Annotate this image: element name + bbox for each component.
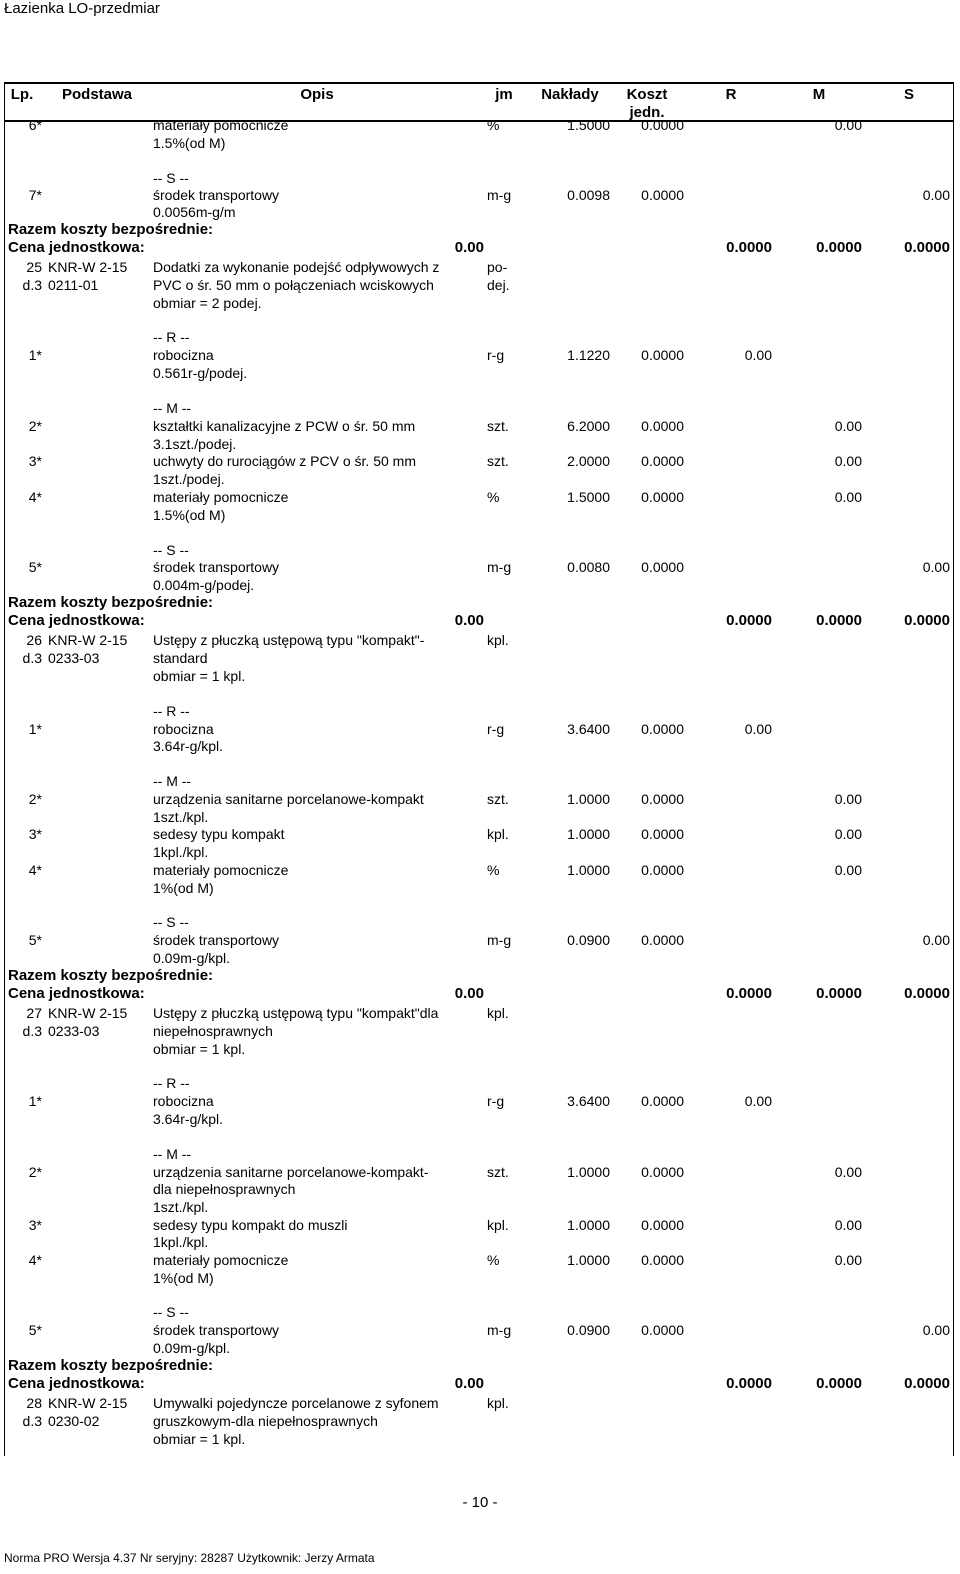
cell-lp: 1* (28, 1093, 42, 1109)
cell-opis: sedesy typu kompakt do muszli (153, 1217, 348, 1233)
header-jm: jm (495, 86, 513, 103)
cell-jm: m-g (487, 187, 512, 203)
cell-k: 0.0000 (641, 117, 684, 133)
cell-opis: materiały pomocnicze (153, 117, 289, 133)
cell-lp: 28 (26, 1395, 42, 1411)
cell-lp: 5* (28, 559, 42, 575)
cell-opis: 3.64r-g/kpl. (153, 738, 224, 754)
cell-lp: d.3 (22, 650, 42, 666)
cell-opis: standard (153, 650, 208, 666)
cell-s: 0.00 (922, 559, 950, 575)
cell-opis: -- M -- (153, 1146, 192, 1162)
cell-lp: 25 (26, 259, 42, 275)
cell-opis: -- S -- (153, 914, 189, 930)
cell-k: 0.0000 (641, 418, 684, 434)
cell-k: 0.0000 (641, 347, 684, 363)
cell-lp: 6* (28, 117, 42, 133)
cell-m: 0.00 (834, 1217, 862, 1233)
header-s: S (903, 86, 914, 103)
cell-jm: kpl. (487, 1005, 509, 1021)
cell-opis: 0.09m-g/kpl. (153, 1340, 231, 1356)
cell-razem: Razem koszty bezpośrednie: (8, 1357, 214, 1374)
cell-opis: -- M -- (153, 773, 192, 789)
cell-sv: 0.0000 (904, 985, 950, 1002)
cell-razem: Razem koszty bezpośrednie: (8, 594, 214, 611)
cell-opis: uchwyty do rurociągów z PCV o śr. 50 mm (153, 453, 416, 469)
cell-opis: Ustępy z płuczką ustępową typu "kompakt"- (153, 632, 425, 648)
cell-opis: -- M -- (153, 400, 192, 416)
cell-opis: sedesy typu kompakt (153, 826, 285, 842)
cell-lp: 2* (28, 418, 42, 434)
cell-sv: 0.0000 (904, 239, 950, 256)
cell-k: 0.0000 (641, 862, 684, 878)
cell-rv: 0.0000 (726, 1375, 772, 1392)
cell-opis: PVC o śr. 50 mm o połączeniach wciskowych (153, 277, 434, 293)
cell-lp: d.3 (22, 1413, 42, 1429)
header-r: R (725, 86, 737, 103)
cell-n: 1.0000 (567, 1252, 610, 1268)
header-podstawa: Podstawa (61, 86, 133, 103)
cell-jm: kpl. (487, 1217, 509, 1233)
cell-opis: -- S -- (153, 542, 189, 558)
cell-opis: materiały pomocnicze (153, 489, 289, 505)
cell-jm: m-g (487, 559, 512, 575)
cell-opis: robocizna (153, 1093, 214, 1109)
cell-rv: 0.0000 (726, 985, 772, 1002)
cell-opis: 0.561r-g/podej. (153, 365, 248, 381)
cell-cena: Cena jednostkowa: (8, 612, 145, 629)
cell-n: 1.0000 (567, 826, 610, 842)
cell-mv: 0.0000 (816, 1375, 862, 1392)
cell-lp: 26 (26, 632, 42, 648)
cell-opis: 1.5%(od M) (153, 135, 226, 151)
header-naklady: Nakłady (541, 86, 599, 103)
cell-jm: szt. (487, 418, 509, 434)
cell-s: 0.00 (922, 187, 950, 203)
cell-pod: KNR-W 2-15 (48, 1395, 128, 1411)
cell-jm: r-g (487, 347, 505, 363)
cell-opis: 1kpl./kpl. (153, 844, 209, 860)
cell-jm: szt. (487, 1164, 509, 1180)
cell-n: 1.0000 (567, 862, 610, 878)
cell-opis: środek transportowy (153, 187, 280, 203)
cell-mv: 0.0000 (816, 612, 862, 629)
cell-opis: obmiar = 2 podej. (153, 295, 262, 311)
cell-cv: 0.00 (454, 985, 484, 1002)
cell-n: 1.0000 (567, 1217, 610, 1233)
cell-lp: 5* (28, 932, 42, 948)
cell-n: 3.6400 (567, 721, 610, 737)
header-koszt-jedn: jedn. (629, 104, 665, 121)
cell-k: 0.0000 (641, 791, 684, 807)
cell-k: 0.0000 (641, 1252, 684, 1268)
cell-jm: m-g (487, 1322, 512, 1338)
cell-sv: 0.0000 (904, 612, 950, 629)
cell-opis: niepełnosprawnych (153, 1023, 273, 1039)
header-lp: Lp. (10, 86, 34, 103)
cell-n: 1.1220 (567, 347, 610, 363)
cell-k: 0.0000 (641, 826, 684, 842)
cell-m: 0.00 (834, 1252, 862, 1268)
cell-opis: urządzenia sanitarne porcelanowe-kompakt- (153, 1164, 429, 1180)
cell-opis: 1szt./kpl. (153, 1199, 209, 1215)
cell-opis: środek transportowy (153, 559, 280, 575)
footer-credits: Norma PRO Wersja 4.37 Nr seryjny: 28287 Użytkownik: Jerzy Armata (4, 1551, 375, 1565)
cell-opis: materiały pomocnicze (153, 1252, 289, 1268)
cell-opis: 1kpl./kpl. (153, 1234, 209, 1250)
cell-jm: % (487, 1252, 500, 1268)
header-koszt: Koszt (626, 86, 668, 103)
cell-m: 0.00 (834, 826, 862, 842)
cell-lp: d.3 (22, 277, 42, 293)
cell-s: 0.00 (922, 932, 950, 948)
cell-opis: 1szt./podej. (153, 471, 225, 487)
cell-lp: 4* (28, 862, 42, 878)
cell-opis: środek transportowy (153, 932, 280, 948)
cell-jm: kpl. (487, 1395, 509, 1411)
cell-cena: Cena jednostkowa: (8, 1375, 145, 1392)
cell-k: 0.0000 (641, 1093, 684, 1109)
cell-opis: Ustępy z płuczką ustępową typu "kompakt"dla (153, 1005, 439, 1021)
cell-opis: urządzenia sanitarne porcelanowe-kompakt (153, 791, 424, 807)
cell-opis: dla niepełnosprawnych (153, 1181, 296, 1197)
cell-k: 0.0000 (641, 1217, 684, 1233)
cell-m: 0.00 (834, 1164, 862, 1180)
header-top-rule (4, 82, 954, 84)
header-opis: Opis (300, 86, 334, 103)
cell-opis: obmiar = 1 kpl. (153, 668, 246, 684)
cell-opis: 1.5%(od M) (153, 507, 226, 523)
cell-opis: -- R -- (153, 1075, 190, 1091)
cell-k: 0.0000 (641, 453, 684, 469)
cell-jm: % (487, 117, 500, 133)
cell-opis: 3.64r-g/kpl. (153, 1111, 224, 1127)
cell-lp: 3* (28, 1217, 42, 1233)
header-m: M (812, 86, 826, 103)
cell-m: 0.00 (834, 453, 862, 469)
cell-pod: 0230-02 (48, 1413, 100, 1429)
cell-opis: 1%(od M) (153, 1270, 214, 1286)
cell-jm: m-g (487, 932, 512, 948)
cell-pod: 0233-03 (48, 650, 100, 666)
cell-r: 0.00 (744, 1093, 772, 1109)
cell-cena: Cena jednostkowa: (8, 985, 145, 1002)
cell-razem: Razem koszty bezpośrednie: (8, 967, 214, 984)
cell-jm: dej. (487, 277, 510, 293)
cell-opis: 3.1szt./podej. (153, 436, 237, 452)
cell-lp: 27 (26, 1005, 42, 1021)
cell-s: 0.00 (922, 1322, 950, 1338)
cell-n: 1.0000 (567, 791, 610, 807)
cell-lp: 4* (28, 1252, 42, 1268)
cell-m: 0.00 (834, 862, 862, 878)
cell-lp: 3* (28, 826, 42, 842)
cell-n: 0.0900 (567, 1322, 610, 1338)
cell-n: 1.5000 (567, 117, 610, 133)
cell-mv: 0.0000 (816, 239, 862, 256)
cell-jm: % (487, 489, 500, 505)
cell-jm: % (487, 862, 500, 878)
cell-pod: KNR-W 2-15 (48, 259, 128, 275)
cell-opis: gruszkowym-dla niepełnosprawnych (153, 1413, 378, 1429)
cell-m: 0.00 (834, 791, 862, 807)
cell-n: 1.0000 (567, 1164, 610, 1180)
cell-lp: 7* (28, 187, 42, 203)
cell-lp: 4* (28, 489, 42, 505)
cell-k: 0.0000 (641, 1322, 684, 1338)
cell-r: 0.00 (744, 347, 772, 363)
cell-lp: 5* (28, 1322, 42, 1338)
cell-opis: robocizna (153, 721, 214, 737)
cell-lp: 2* (28, 1164, 42, 1180)
cell-opis: obmiar = 1 kpl. (153, 1041, 246, 1057)
cell-jm: kpl. (487, 632, 509, 648)
cell-opis: -- S -- (153, 1304, 189, 1320)
cell-rv: 0.0000 (726, 239, 772, 256)
cell-opis: robocizna (153, 347, 214, 363)
cell-lp: 1* (28, 721, 42, 737)
cell-n: 0.0080 (567, 559, 610, 575)
cell-n: 2.0000 (567, 453, 610, 469)
cell-lp: 1* (28, 347, 42, 363)
cell-sv: 0.0000 (904, 1375, 950, 1392)
cell-opis: 1szt./kpl. (153, 809, 209, 825)
cell-jm: kpl. (487, 826, 509, 842)
cell-pod: KNR-W 2-15 (48, 1005, 128, 1021)
cell-razem: Razem koszty bezpośrednie: (8, 221, 214, 238)
cell-cv: 0.00 (454, 612, 484, 629)
cell-cena: Cena jednostkowa: (8, 239, 145, 256)
page-number: - 10 - (462, 1494, 498, 1511)
cell-n: 1.5000 (567, 489, 610, 505)
cell-n: 6.2000 (567, 418, 610, 434)
cell-opis: 0.004m-g/podej. (153, 577, 255, 593)
cell-k: 0.0000 (641, 721, 684, 737)
cell-opis: -- R -- (153, 703, 190, 719)
cell-opis: -- S -- (153, 170, 189, 186)
cell-m: 0.00 (834, 418, 862, 434)
cell-cv: 0.00 (454, 1375, 484, 1392)
cell-jm: szt. (487, 791, 509, 807)
cell-opis: środek transportowy (153, 1322, 280, 1338)
cell-cv: 0.00 (454, 239, 484, 256)
document-title: Łazienka LO-przedmiar (4, 0, 160, 17)
cell-lp: 2* (28, 791, 42, 807)
cell-pod: 0233-03 (48, 1023, 100, 1039)
cell-lp: d.3 (22, 1023, 42, 1039)
cell-r: 0.00 (744, 721, 772, 737)
cell-opis: 1%(od M) (153, 880, 214, 896)
cell-pod: 0211-01 (48, 277, 99, 293)
cell-m: 0.00 (834, 117, 862, 133)
cell-n: 3.6400 (567, 1093, 610, 1109)
cell-jm: r-g (487, 1093, 505, 1109)
cell-lp: 3* (28, 453, 42, 469)
cell-n: 0.0098 (567, 187, 610, 203)
cell-rv: 0.0000 (726, 612, 772, 629)
cell-opis: -- R -- (153, 329, 190, 345)
cell-opis: materiały pomocnicze (153, 862, 289, 878)
cell-opis: kształtki kanalizacyjne z PCW o śr. 50 mm (153, 418, 416, 434)
cell-opis: Umywalki pojedyncze porcelanowe z syfonem (153, 1395, 439, 1411)
cell-opis: obmiar = 1 kpl. (153, 1431, 246, 1447)
cell-jm: r-g (487, 721, 505, 737)
cell-k: 0.0000 (641, 489, 684, 505)
cell-jm: szt. (487, 453, 509, 469)
cell-opis: 0.09m-g/kpl. (153, 950, 231, 966)
cell-k: 0.0000 (641, 559, 684, 575)
cell-opis: Dodatki za wykonanie podejść odpływowych z (153, 259, 440, 275)
cell-mv: 0.0000 (816, 985, 862, 1002)
cell-jm: po- (487, 259, 508, 275)
cell-k: 0.0000 (641, 932, 684, 948)
cell-n: 0.0900 (567, 932, 610, 948)
cell-k: 0.0000 (641, 187, 684, 203)
cell-opis: 0.0056m-g/m (153, 204, 236, 220)
cell-k: 0.0000 (641, 1164, 684, 1180)
cell-pod: KNR-W 2-15 (48, 632, 128, 648)
cell-m: 0.00 (834, 489, 862, 505)
